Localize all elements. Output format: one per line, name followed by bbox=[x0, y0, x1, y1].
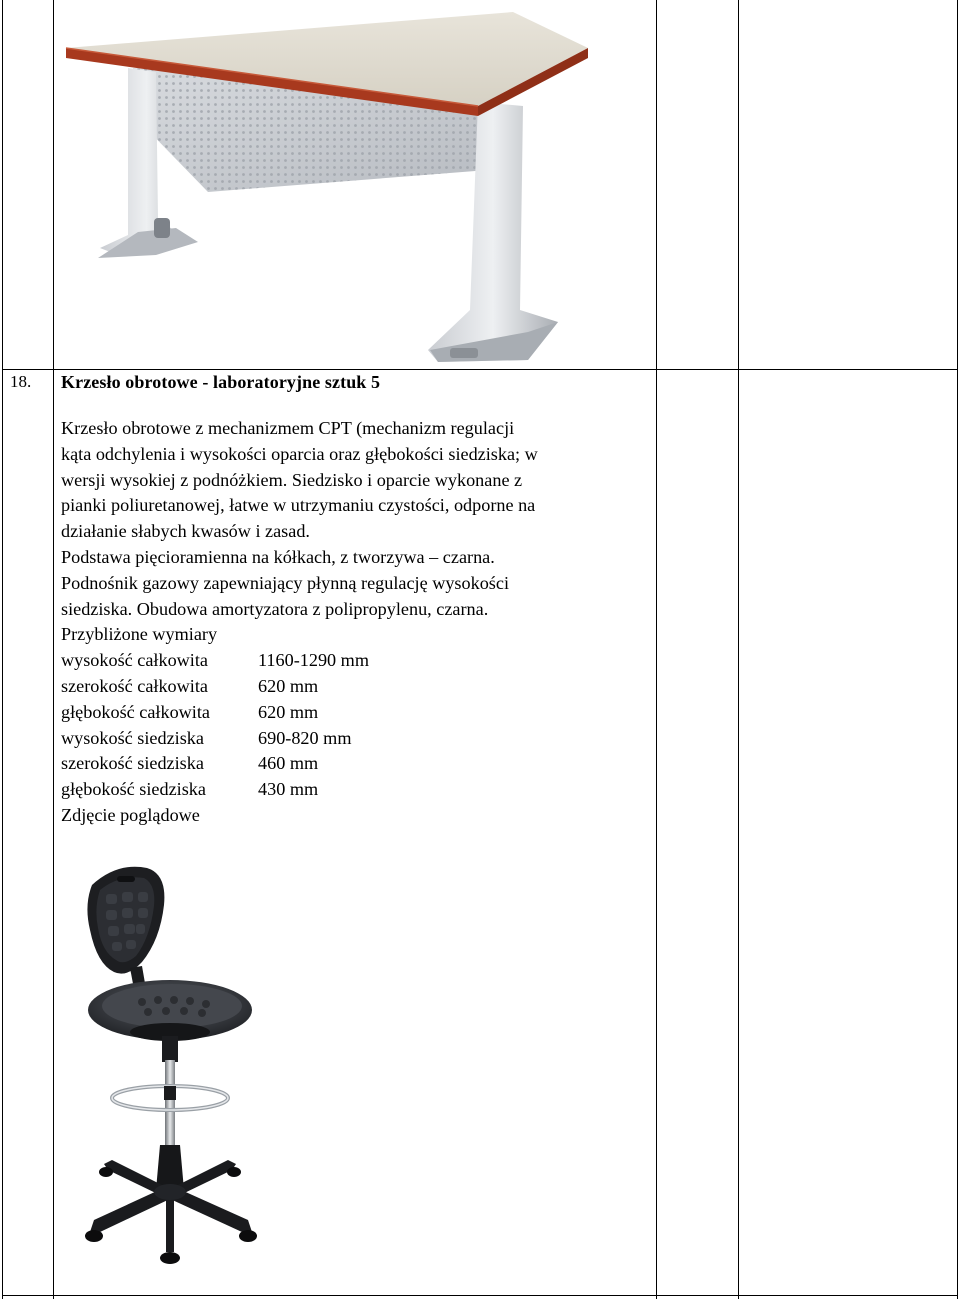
dimension-row bbox=[61, 700, 641, 726]
dimension-value: 620 mm bbox=[258, 701, 319, 722]
dimension-row bbox=[61, 726, 641, 752]
dimension-value: 460 mm bbox=[258, 753, 319, 774]
column-divider-2 bbox=[656, 0, 657, 1299]
dimension-label: szerokość całkowita bbox=[61, 675, 208, 696]
description-line: siedziska. Obudowa amortyzatora z polipropylenu, czarna. bbox=[61, 598, 489, 619]
item-description-cell bbox=[61, 372, 641, 829]
dimension-row bbox=[61, 674, 641, 700]
footer-note: Zdjęcie poglądowe bbox=[61, 804, 200, 825]
row-number: 18. bbox=[10, 372, 32, 391]
desk-photo bbox=[58, 10, 598, 365]
dimension-row bbox=[61, 751, 641, 777]
dimension-label: głębokość całkowita bbox=[61, 701, 210, 722]
description-line: działanie słabych kwasów i zasad. bbox=[61, 521, 310, 542]
description-line: Podnośnik gazowy zapewniający płynną regulację wysokości bbox=[61, 572, 509, 593]
dimension-label: wysokość całkowita bbox=[61, 650, 208, 671]
description-line: wersji wysokiej z podnóżkiem. Siedzisko i oparcie wykonane z bbox=[61, 469, 523, 490]
dimension-value: 620 mm bbox=[258, 675, 319, 696]
row-divider bbox=[2, 369, 958, 370]
dimensions-list bbox=[61, 648, 641, 829]
column-divider-1 bbox=[53, 0, 54, 1299]
chair-photo bbox=[72, 860, 312, 1270]
dimension-row bbox=[61, 777, 641, 803]
description-line: kąta odchylenia i wysokości oparcia oraz głębokości siedziska; w bbox=[61, 443, 538, 464]
table-border-left bbox=[2, 0, 3, 1299]
dimension-label: głębokość siedziska bbox=[61, 779, 206, 800]
dimension-row bbox=[61, 648, 641, 674]
table-border-right bbox=[957, 0, 958, 1299]
description-line: pianki poliuretanowej, łatwe w utrzymaniu czystości, odporne na bbox=[61, 495, 536, 516]
description-line: Krzesło obrotowe z mechanizmem CPT (mechanizm regulacji bbox=[61, 418, 515, 438]
description-line: Podstawa pięcioramienna na kółkach, z tworzywa – czarna. bbox=[61, 546, 495, 567]
dimension-value: 430 mm bbox=[258, 779, 319, 800]
item-description bbox=[61, 416, 641, 648]
item-title: Krzesło obrotowe - laboratoryjne sztuk 5 bbox=[61, 372, 381, 392]
column-divider-3 bbox=[738, 0, 739, 1299]
dimension-label: szerokość siedziska bbox=[61, 753, 204, 774]
description-line: Przybliżone wymiary bbox=[61, 624, 218, 645]
dimension-value: 1160-1290 mm bbox=[258, 650, 369, 671]
dimension-label: wysokość siedziska bbox=[61, 727, 204, 748]
table-border-bottom bbox=[2, 1295, 958, 1296]
dimension-value: 690-820 mm bbox=[258, 727, 352, 748]
